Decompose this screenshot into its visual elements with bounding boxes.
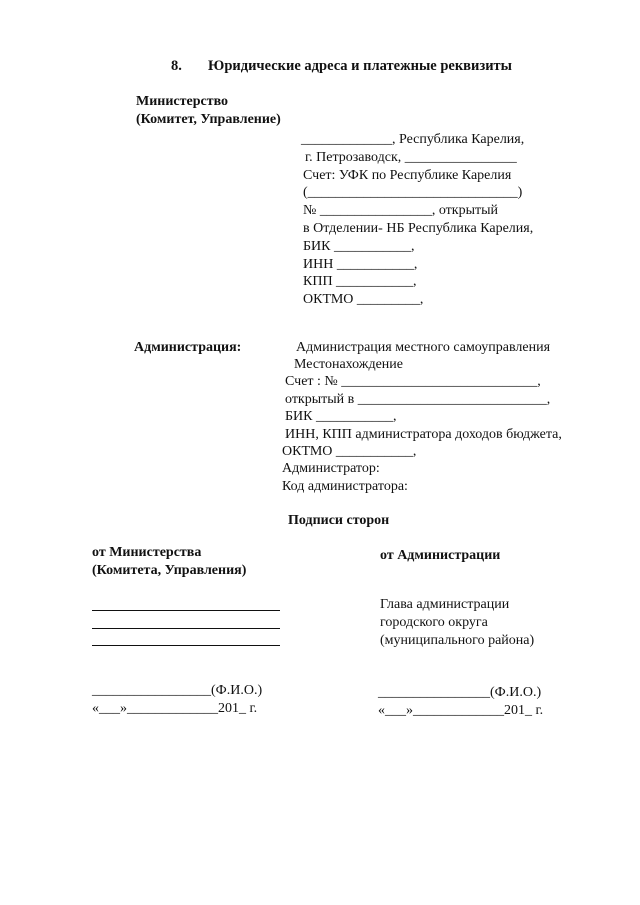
left-signature-line-3 bbox=[92, 645, 280, 646]
ministry-account-line: Счет: УФК по Республике Карелия bbox=[303, 168, 512, 183]
ministry-bank-line: в Отделении- НБ Республика Карелия, bbox=[303, 221, 534, 236]
ministry-city-line: _____________, Республика Карелия, bbox=[301, 132, 525, 147]
left-signatory-header-line1: от Министерства bbox=[92, 545, 202, 560]
left-signature-line-1 bbox=[92, 610, 280, 611]
left-date-line: «___»_____________201_ г. bbox=[92, 701, 258, 716]
admin-administrator-line: Администратор: bbox=[282, 461, 380, 476]
admin-opened-line: открытый в ___________________________, bbox=[285, 392, 551, 407]
admin-code-line: Код администратора: bbox=[282, 479, 408, 494]
ministry-label-line2: (Комитет, Управление) bbox=[136, 112, 281, 127]
left-signature-line-2 bbox=[92, 628, 280, 629]
ministry-address-line: г. Петрозаводск, ________________ bbox=[305, 150, 517, 165]
admin-oktmo-line: ОКТМО ___________, bbox=[282, 444, 417, 459]
section-title: Юридические адреса и платежные реквизиты bbox=[208, 58, 512, 74]
left-signatory-header-line2: (Комитета, Управления) bbox=[92, 563, 247, 578]
ministry-inn-line: ИНН ___________, bbox=[303, 257, 418, 272]
ministry-account-blank: (______________________________) bbox=[303, 185, 523, 200]
admin-name-line: Администрация местного самоуправления bbox=[296, 340, 551, 355]
ministry-kpp-line: КПП ___________, bbox=[303, 274, 417, 289]
ministry-oktmo-line: ОКТМО _________, bbox=[303, 292, 424, 307]
ministry-number-line: № ________________, открытый bbox=[303, 203, 499, 218]
signatures-title: Подписи сторон bbox=[288, 513, 390, 528]
admin-location-line: Местонахождение bbox=[294, 357, 404, 372]
right-fio-line: ________________(Ф.И.О.) bbox=[378, 685, 542, 700]
left-fio-line: _________________(Ф.И.О.) bbox=[92, 683, 263, 698]
ministry-bik-line: БИК ___________, bbox=[303, 239, 415, 254]
right-role-line-1: Глава администрации bbox=[380, 597, 510, 612]
ministry-label-line1: Министерство bbox=[136, 94, 229, 109]
right-signatory-header: от Администрации bbox=[380, 548, 501, 563]
right-date-line: «___»_____________201_ г. bbox=[378, 703, 544, 718]
admin-inn-kpp-line: ИНН, КПП администратора доходов бюджета, bbox=[285, 427, 562, 442]
administration-label: Администрация: bbox=[134, 340, 242, 355]
admin-bik-line: БИК ___________, bbox=[285, 409, 397, 424]
right-role-line-2: городского округа bbox=[380, 615, 488, 630]
section-number: 8. bbox=[171, 58, 182, 74]
admin-account-line: Счет : № ____________________________, bbox=[285, 374, 541, 389]
right-role-line-3: (муниципального района) bbox=[380, 633, 535, 648]
